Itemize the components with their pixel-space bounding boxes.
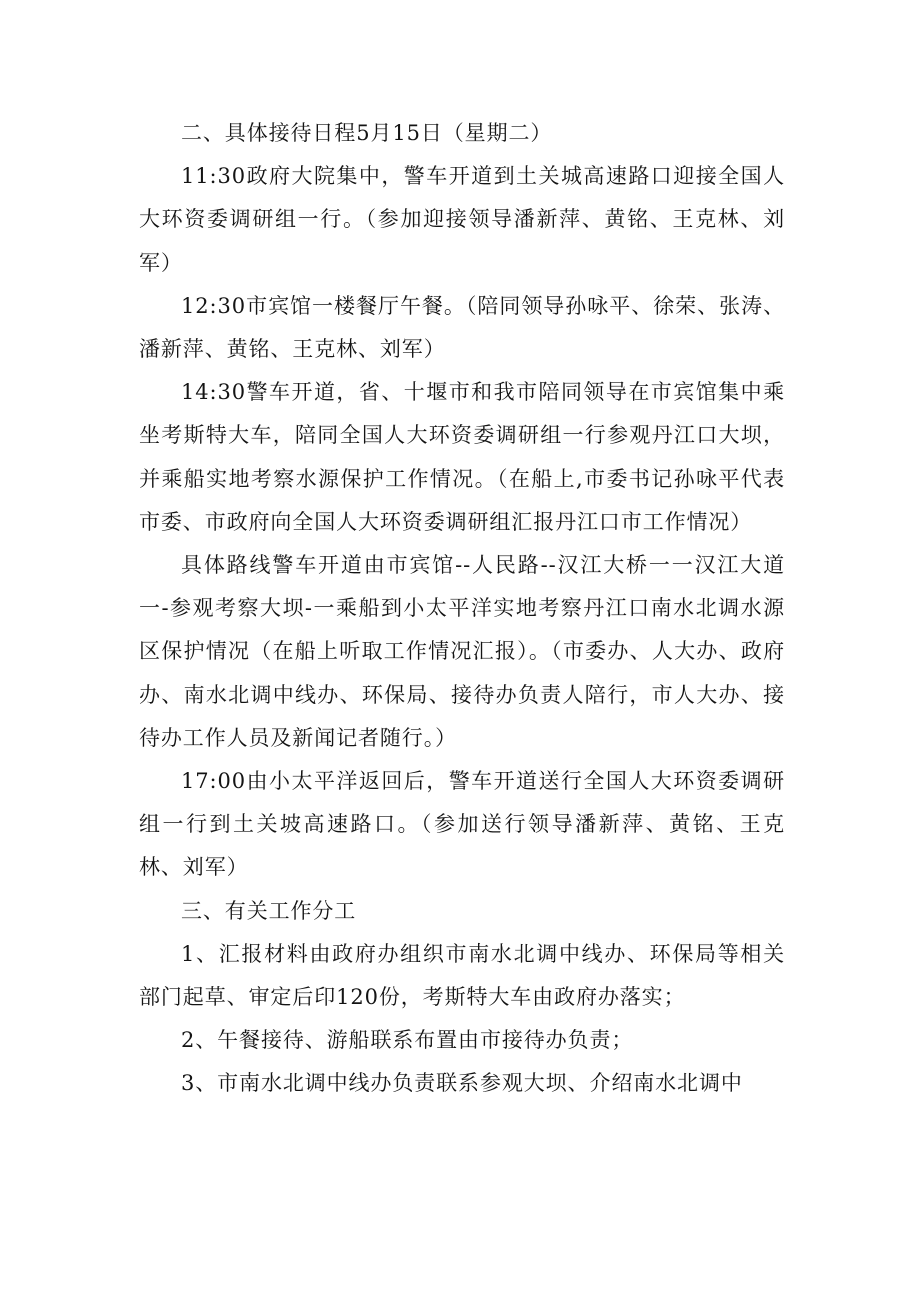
division-item-3: 3、市南水北调中线办负责联系参观大坝、介绍南水北调中	[181, 1071, 743, 1096]
schedule-item-1700: 17:00由小太平洋返回后，警车开道送行全国人大环资委调研组一行到土关坡高速路口。（参加送行领导潘新萍、黄铭、王克林、刘军）	[139, 769, 785, 880]
schedule-item-1430: 14:30警车开道，省、十堰市和我市陪同领导在市宾馆集中乘坐考斯特大车，陪同全国人大环资委调研组一行参观丹江口大坝，并乘船实地考察水源保护工作情况。（在船上,市委书记孙咏平代表市委、市政府向全国人大环资委调研组汇报丹江口市工作情况）	[139, 380, 785, 534]
document-body	[139, 112, 785, 1106]
route-description: 具体路线警车开道由市宾馆--人民路--汉江大桥一一汉江大道一-参观考察大坝-一乘船到小太平洋实地考察丹江口南水北调水源区保护情况（在船上听取工作情况汇报）。（市委办、人大办、政府办、南水北调中线办、环保局、接待办负责人陪行，市人大办、接待办工作人员及新闻记者随行。）	[139, 553, 785, 750]
heading-work-division: 三、有关工作分工	[181, 898, 357, 923]
heading-reception-schedule: 二、具体接待日程5月15日（星期二）	[181, 121, 553, 145]
schedule-item-1130: 11:30政府大院集中，警车开道到土关城高速路口迎接全国人大环资委调研组一行。（参加迎接领导潘新萍、黄铭、王克林、刘军）	[139, 164, 785, 275]
division-item-1: 1、汇报材料由政府办组织市南水北调中线办、环保局等相关部门起草、审定后印120份，考斯特大车由政府办落实；	[139, 941, 785, 1010]
division-item-2: 2、午餐接待、游船联系布置由市接待办负责；	[181, 1028, 634, 1053]
schedule-item-1230: 12:30市宾馆一楼餐厅午餐。（陪同领导孙咏平、徐荣、张涛、潘新萍、黄铭、王克林、刘军）	[139, 293, 785, 362]
